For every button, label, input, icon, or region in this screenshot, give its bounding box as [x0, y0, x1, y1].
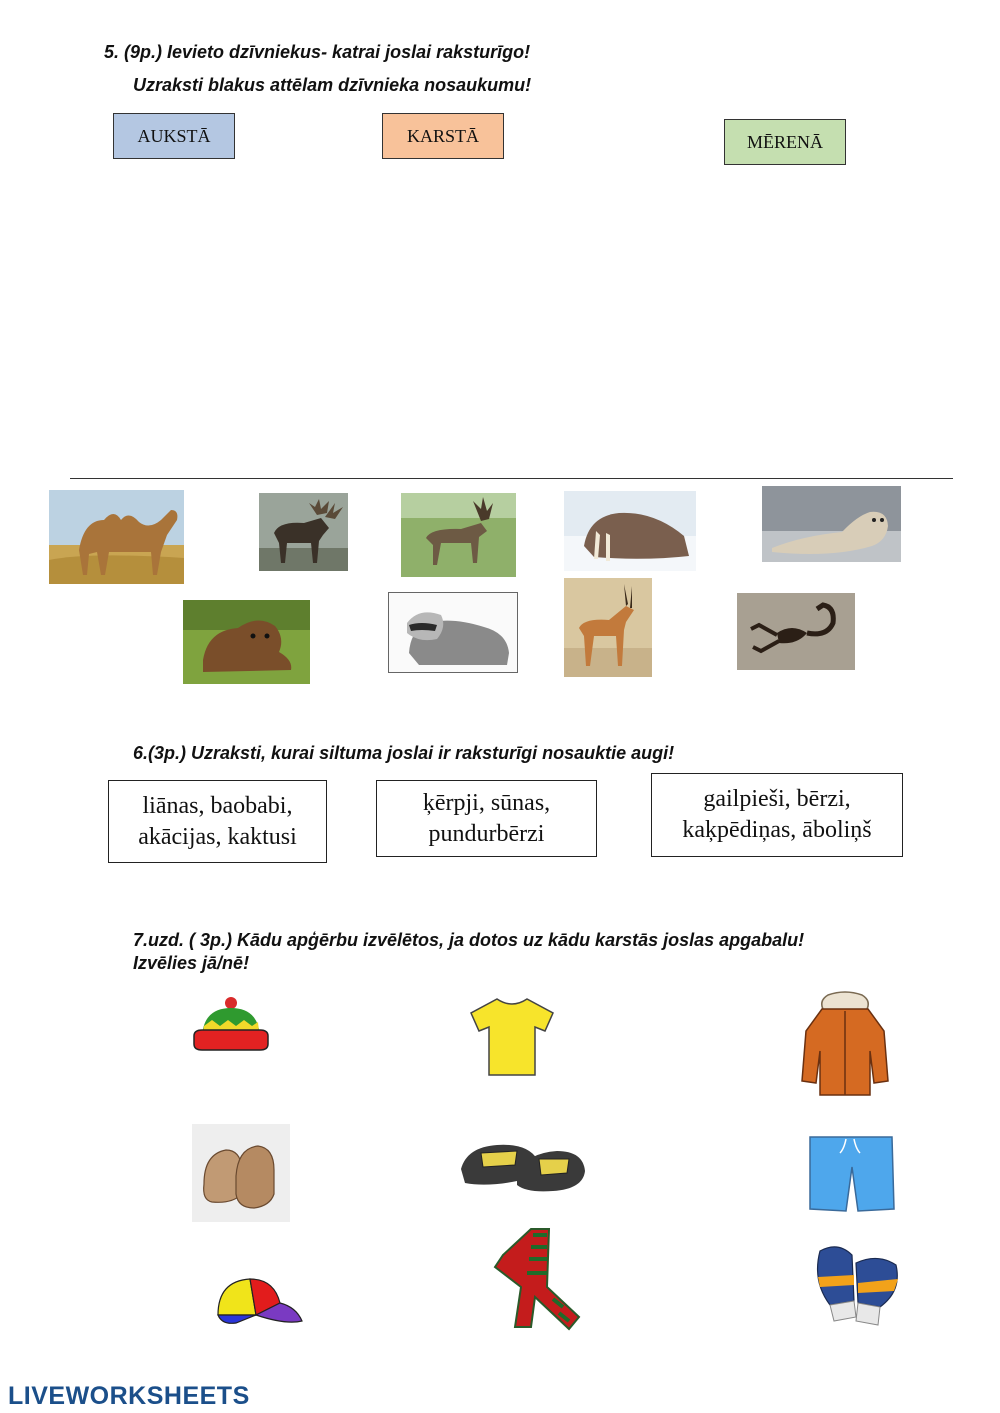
plants-box-1-line1: liānas, baobabi,: [142, 792, 293, 819]
scarf-image[interactable]: [491, 1227, 586, 1331]
liveworksheets-logo: [8, 1382, 250, 1411]
reindeer-image[interactable]: [401, 493, 516, 577]
raccoon-image[interactable]: [388, 592, 518, 673]
mittens-image[interactable]: [808, 1241, 903, 1331]
winter-boots-image[interactable]: [192, 1124, 290, 1222]
task7-title: 7.uzd. ( 3p.) Kādu apģērbu izvēlētos, ja dotos uz kādu karstās joslas apgabalu!: [133, 930, 805, 950]
gazelle-image[interactable]: [564, 578, 652, 677]
task7-subtitle: Izvēlies jā/nē!: [133, 953, 250, 973]
moose-image[interactable]: [259, 493, 348, 571]
winter-jacket-image[interactable]: [800, 991, 890, 1097]
plants-box-2-line1: ķērpji, sūnas,: [422, 789, 551, 816]
plants-box-3-line2: kaķpēdiņas, āboliņš: [682, 817, 872, 843]
plants-box-3-line1: gailpieši, bērzi,: [703, 786, 851, 812]
scorpion-image[interactable]: [737, 593, 855, 670]
task6-title: 6.(3p.) Uzraksti, kurai siltuma joslai ir raksturīgi nosauktie augi!: [133, 743, 675, 763]
plants-box-2[interactable]: [376, 780, 597, 857]
cap-image[interactable]: [216, 1277, 304, 1329]
plants-box-1[interactable]: [108, 780, 327, 863]
tshirt-image[interactable]: [469, 997, 555, 1077]
task5-subtitle: Uzraksti blakus attēlam dzīvnieka nosaukumu!: [133, 75, 532, 95]
zone-hot[interactable]: KARSTĀ: [382, 113, 504, 159]
winter-hat-image[interactable]: [192, 996, 270, 1053]
task5-title: 5. (9p.) Ievieto dzīvniekus- katrai joslai raksturīgo!: [104, 42, 531, 62]
sandals-image[interactable]: [457, 1129, 588, 1199]
seal-image[interactable]: [762, 486, 901, 562]
zone-temperate[interactable]: MĒRENĀ: [724, 119, 846, 165]
liveworksheets-logo-text: LIVEWORKSHEETS: [8, 1382, 250, 1410]
plants-box-2-line2: pundurbērzi: [428, 820, 545, 847]
bear-image[interactable]: [183, 600, 310, 684]
plants-box-1-line2: akācijas, kaktusi: [138, 823, 297, 850]
plants-box-3[interactable]: [651, 773, 903, 857]
zone-cold[interactable]: AUKSTĀ: [113, 113, 235, 159]
divider-line: [70, 478, 953, 479]
walrus-image[interactable]: [564, 491, 696, 571]
shorts-image[interactable]: [806, 1133, 896, 1213]
camel-image[interactable]: [49, 490, 184, 584]
